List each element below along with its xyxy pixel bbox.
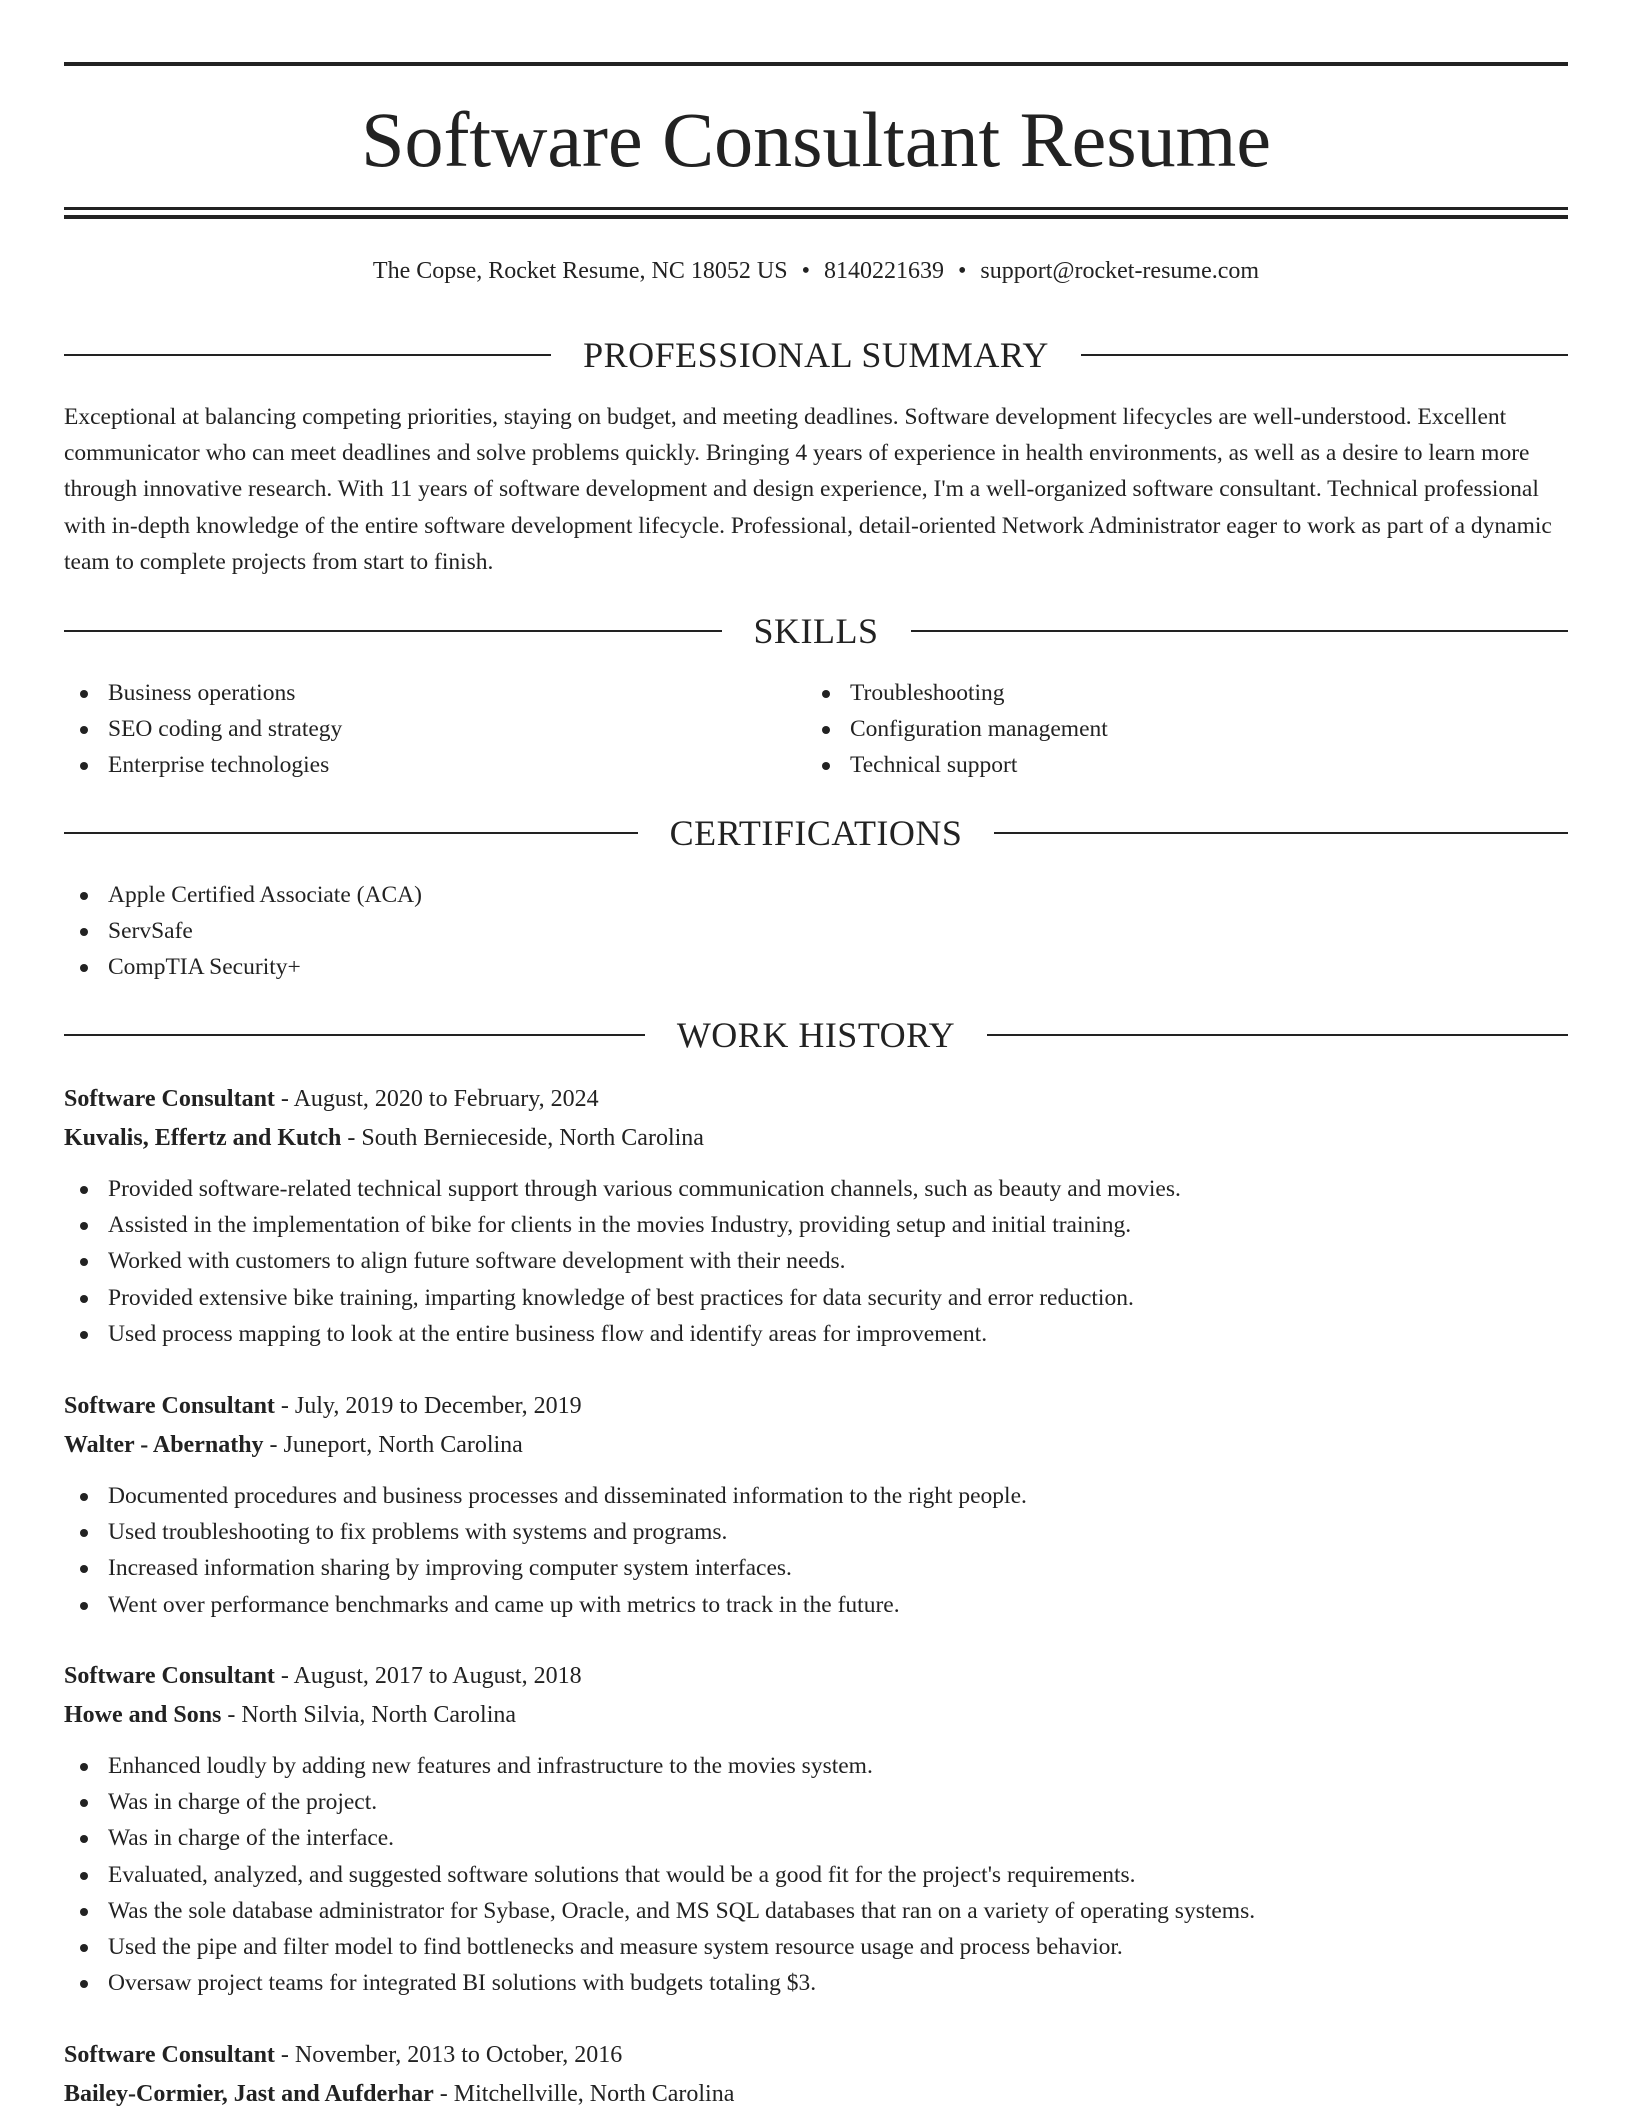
job-company: Howe and Sons xyxy=(64,1702,222,1728)
divider xyxy=(994,832,1568,834)
job-entry xyxy=(64,2036,1568,2114)
job-duty: Worked with customers to align future software development with their needs. xyxy=(64,1243,1568,1279)
job-location: Juneport, North Carolina xyxy=(283,1432,523,1458)
skill-item: Business operations xyxy=(64,675,804,711)
certification-item: Apple Certified Associate (ACA) xyxy=(64,877,1568,913)
job-dates: July, 2019 to December, 2019 xyxy=(294,1393,582,1419)
certifications-block xyxy=(64,877,1568,986)
contact-email: support@rocket-resume.com xyxy=(980,258,1260,284)
skill-item: Troubleshooting xyxy=(806,675,1546,711)
job-dates: August, 2020 to February, 2024 xyxy=(293,1086,599,1112)
job-duty: Enhanced loudly by adding new features and infrastructure to the movies system. xyxy=(64,1748,1568,1784)
divider xyxy=(64,1034,645,1036)
divider xyxy=(64,832,638,834)
job-entry xyxy=(64,1657,1568,2001)
job-duty: Increased information sharing by improving computer system interfaces. xyxy=(64,1550,1568,1586)
divider xyxy=(911,630,1569,632)
certifications-list xyxy=(64,877,1568,986)
job-duty: Was in charge of the project. xyxy=(64,1784,1568,1820)
summary-heading xyxy=(64,333,1568,377)
contact-address: The Copse, Rocket Resume, NC 18052 US xyxy=(372,258,788,284)
job-duty: Assisted in the implementation of bike for clients in the movies Industry, providing setup and initial training. xyxy=(64,1207,1568,1243)
job-company: Walter - Abernathy xyxy=(64,1432,264,1458)
certification-item: ServSafe xyxy=(64,913,1568,949)
resume-title: Software Consultant Resume xyxy=(361,96,1271,183)
skills-list-left xyxy=(64,675,804,784)
skills-list-right xyxy=(806,675,1546,784)
contact-separator: • xyxy=(801,258,810,284)
job-dates: November, 2013 to October, 2016 xyxy=(294,2042,623,2068)
header-bottom-rule-second xyxy=(64,215,1568,219)
divider xyxy=(1081,354,1568,356)
certifications-heading xyxy=(64,811,1568,855)
job-duty: Used troubleshooting to fix problems with systems and programs. xyxy=(64,1514,1568,1550)
summary-text: Exceptional at balancing competing priorities, staying on budget, and meeting deadlines. Software development lifecycles are well-understood. Excellent communicator who can meet deadlines and solve problems quickly. Bringing 4 years of experience in health environments, as well as a desire to learn more through innovative research. With 11 years of software development and design experience, I'm a well-organized software consultant. Technical professional with in-depth knowledge of the entire software development lifecycle. Professional, detail-oriented Network Administrator eager to work as part of a dynamic team to complete projects from start to finish. xyxy=(64,404,1552,575)
job-duty: Oversaw project teams for integrated BI solutions with budgets totaling $3. xyxy=(64,1965,1568,2001)
job-duty: Used process mapping to look at the entire business flow and identify areas for improvement. xyxy=(64,1316,1568,1352)
job-duties-list xyxy=(64,1748,1568,2001)
job-entry xyxy=(64,1387,1568,1623)
skills-column-left xyxy=(64,675,804,784)
job-location: North Silvia, North Carolina xyxy=(241,1702,517,1728)
divider xyxy=(64,354,551,356)
job-duty: Was in charge of the interface. xyxy=(64,1820,1568,1856)
header-bottom-rule xyxy=(64,207,1568,210)
skills-column-right xyxy=(806,675,1546,784)
job-entry xyxy=(64,1080,1568,1352)
job-company-line: Walter - Abernathy - Juneport, North Carolina xyxy=(64,1432,523,1458)
skills-heading xyxy=(64,609,1568,653)
job-company: Bailey-Cormier, Jast and Aufderhar xyxy=(64,2081,434,2107)
section-title: PROFESSIONAL SUMMARY xyxy=(583,335,1049,375)
section-title: CERTIFICATIONS xyxy=(669,813,963,853)
job-company-line: Kuvalis, Effertz and Kutch - South Bernieceside, North Carolina xyxy=(64,1125,704,1151)
section-title: SKILLS xyxy=(753,611,879,651)
contact-separator: • xyxy=(957,258,967,284)
job-duty: Was the sole database administrator for Sybase, Oracle, and MS SQL databases that ran on a variety of operating systems. xyxy=(64,1893,1568,1929)
section-title: WORK HISTORY xyxy=(676,1015,956,1055)
job-duty: Provided extensive bike training, imparting knowledge of best practices for data security and error reduction. xyxy=(64,1280,1568,1316)
contact-phone: 8140221639 xyxy=(823,258,944,284)
certification-item: CompTIA Security+ xyxy=(64,949,1568,985)
job-title: Software Consultant xyxy=(64,1086,275,1112)
skill-item: Technical support xyxy=(806,747,1546,783)
job-title-line: Software Consultant - November, 2013 to October, 2016 xyxy=(64,2042,623,2068)
divider xyxy=(64,630,722,632)
job-title-line: Software Consultant - July, 2019 to December, 2019 xyxy=(64,1393,582,1419)
job-location: Mitchellville, North Carolina xyxy=(453,2081,735,2107)
job-title: Software Consultant xyxy=(64,2042,275,2068)
job-company: Kuvalis, Effertz and Kutch xyxy=(64,1125,342,1151)
header-top-rule xyxy=(64,62,1568,66)
job-duty: Used the pipe and filter model to find bottlenecks and measure system resource usage and process behavior. xyxy=(64,1929,1568,1965)
job-duties-list xyxy=(64,1171,1568,1352)
job-duty: Documented procedures and business processes and disseminated information to the right people. xyxy=(64,1478,1568,1514)
job-title: Software Consultant xyxy=(64,1393,275,1419)
job-title-line: Software Consultant - August, 2020 to February, 2024 xyxy=(64,1086,599,1112)
job-company-line: Bailey-Cormier, Jast and Aufderhar - Mitchellville, North Carolina xyxy=(64,2081,735,2107)
work-history-heading xyxy=(64,1013,1568,1057)
job-company-line: Howe and Sons - North Silvia, North Carolina xyxy=(64,1702,517,1728)
skill-item: Configuration management xyxy=(806,711,1546,747)
job-dates: August, 2017 to August, 2018 xyxy=(293,1663,582,1689)
job-duties-list xyxy=(64,1478,1568,1623)
job-location: South Bernieceside, North Carolina xyxy=(361,1125,704,1151)
job-duty: Went over performance benchmarks and came up with metrics to track in the future. xyxy=(64,1587,1568,1623)
divider xyxy=(987,1034,1568,1036)
job-title: Software Consultant xyxy=(64,1663,275,1689)
job-duty: Provided software-related technical support through various communication channels, such as beauty and movies. xyxy=(64,1171,1568,1207)
skill-item: Enterprise technologies xyxy=(64,747,804,783)
skill-item: SEO coding and strategy xyxy=(64,711,804,747)
job-duty: Evaluated, analyzed, and suggested software solutions that would be a good fit for the project's requirements. xyxy=(64,1857,1568,1893)
job-title-line: Software Consultant - August, 2017 to August, 2018 xyxy=(64,1663,582,1689)
contact-line xyxy=(64,254,1568,288)
